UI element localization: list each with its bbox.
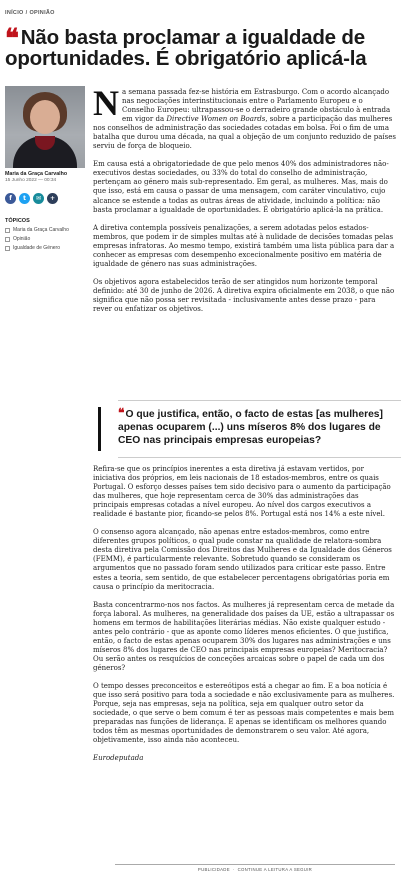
ad-label: PUBLICIDADE bbox=[197, 867, 230, 872]
breadcrumb: INÍCIO / OPINIÃO bbox=[5, 10, 55, 16]
tag-icon bbox=[5, 246, 10, 251]
publish-date: 15 Junho 2022 — 00:34 bbox=[5, 178, 57, 183]
drop-cap: N bbox=[93, 83, 119, 123]
topic-item[interactable]: Maria da Graça Carvalho bbox=[5, 227, 85, 233]
topic-item[interactable]: Igualdade de Género bbox=[5, 245, 85, 251]
share-buttons bbox=[5, 193, 85, 204]
pull-quote-bar bbox=[98, 407, 101, 451]
paragraph: Em causa está a obrigatoriedade de que pelo menos 40% dos administradores não-executivos destas sociedades, ou 33% do total do conselho de administração, pertençam ao género mais sub-representado. Em geral, as mulheres. Mas, mais do que isso, está em causa o passar de uma mensagem, com caráter vinculativo, cujo alcance se estende a todas as outras áreas de atividade, incluindo a política: não basta proclamar a igualdade de oportunidades. É obrigatório aplicá-la na prática. bbox=[93, 160, 389, 214]
tag-icon bbox=[5, 228, 10, 233]
paragraph: A diretiva contempla possíveis penalizações, a serem adotadas pelos estados-membros, que podem ir de simples multas até à nulidade de decisões tomadas pelas empresas infratoras. Ao mesmo tempo, existirá também uma lista pública para dar a conhecer as empresas com desempenho excecionalmente positivo em matéria de igualdade de género nas suas administrações. bbox=[93, 223, 395, 268]
headline-text: Não basta proclamar a igualdade de oportunidades. É obrigatório aplicá-la bbox=[5, 26, 367, 70]
breadcrumb-section[interactable]: OPINIÃO bbox=[29, 10, 55, 16]
paragraph: Os objetivos agora estabelecidos terão de ser atingidos num horizonte temporal definido: até 30 de junho de 2026. A diretiva expira oficialmente em 2038, o que não significa que não possa ser revisitada - inclusivamente antes desse prazo - para rever ou enfatizar os objetivos. bbox=[93, 277, 395, 313]
topic-item[interactable]: Opinião bbox=[5, 236, 85, 242]
paragraph: O tempo desses preconceitos e estereótipos está a chegar ao fim. E a boa notícia é que isso será positivo para toda a sociedade e não exclusivamente para as mulheres. Porque, seja nas empresas, seja na política, seja em qualquer outro setor da sociedade, o que serve o bem comum é ter as pessoas mais competentes e mais bem preparadas nas funções de liderança. E apenas se identificam os melhores quando todos têm as mesmas oportunidades de demonstrarem o seu valor. Até agora, objetivamente, isso ainda não aconteceu. bbox=[93, 681, 395, 745]
topics-heading: TÓPICOS bbox=[5, 218, 30, 224]
paragraph: O consenso agora alcançado, não apenas entre estados-membros, como entre diferentes grupos políticos, o qual pude constar na qualidade de relatora-sombra desta diretiva pela Comissão dos Direitos das Mulheres e da Igualdade dos Géneros (FEMM), é particularmente relevante. Sobretudo quando se consideram os argumentos que no passado foram sendo utilizados para criticar este passo. Entre estes a teoria, sem sentido, de que estabelecer percentagens obrigatórias poria em causa o princípio da meritocracia. bbox=[93, 528, 392, 591]
tag-icon bbox=[5, 237, 10, 242]
email-share-icon[interactable]: ✉ bbox=[33, 193, 44, 204]
quote-icon: ❝ bbox=[5, 24, 19, 54]
article-body-bottom bbox=[93, 465, 396, 772]
article-body-top bbox=[93, 83, 396, 323]
pull-quote bbox=[118, 400, 401, 458]
quote-icon: ❝ bbox=[118, 406, 125, 420]
breadcrumb-home[interactable]: INÍCIO bbox=[5, 10, 24, 16]
ad-separator: PUBLICIDADE · CONTINUE A LEITURA A SEGUIR bbox=[115, 864, 395, 872]
paragraph: Na semana passada fez-se história em Estrasburgo. Com o acordo alcançado nas negociações interinstitucionais entre o Parlamento Europeu e o Conselho Europeu: ultrapassou-se o derradeiro grande obstáculo à entrada em vigor da Directive Women on Boards, sobre a participação das mulheres nos conselhos de administração das sociedades cotadas em bolsa. Foi o fim de uma batalha que durou uma década, na qual a objeção de um conjunto reduzido de países serviu de força de bloqueio. bbox=[93, 83, 396, 151]
more-share-icon[interactable]: + bbox=[47, 193, 58, 204]
facebook-share-icon[interactable]: f bbox=[5, 193, 16, 204]
paragraph: Basta concentrarmo-nos nos factos. As mulheres já representam cerca de metade da força laboral. As mulheres, na generalidade dos países da UE, estão a ultrapassar os homens em termos de habilitações literárias médias. Não existe qualquer estudo - antes pelo contrário - que as aponte como líderes menos eficientes. O que justifica, então, o facto de estas apenas ocuparem 30% dos lugares nas administrações e uns míseros 8% dos lugares de CEO nas principais empresas europeias? Meritocracia? Ou serão antes os resquícios de conceções arcaicas sobre o papel de cada um dos géneros? bbox=[93, 600, 395, 672]
continue-reading: CONTINUE A LEITURA A SEGUIR bbox=[237, 867, 313, 872]
author-signature: Eurodeputada bbox=[93, 754, 144, 763]
twitter-share-icon[interactable]: t bbox=[19, 193, 30, 204]
paragraph: Refira-se que os princípios inerentes a esta diretiva já estavam vertidos, por iniciativa dos próprios, em leis nacionais de 18 estados-membros, entre os quais Portugal. O esforço desses países tem sido decisivo para o aumento da participação das mulheres, que hoje representam cerca de 30% das administrações das principais empresas cotadas a nível europeu. Ao nível dos cargos executivos a realidade é bastante pior, ficando-se pelos 8%. Portugal está nos 14% a este nível. bbox=[93, 465, 391, 519]
article-headline bbox=[5, 24, 400, 70]
author-name[interactable]: Maria da Graça Carvalho bbox=[5, 171, 68, 177]
author-photo bbox=[5, 86, 85, 168]
pull-quote-text: O que justifica, então, o facto de estas [as mulheres] apenas ocuparem (...) uns míseros 8% dos lugares de CEO nas principais empresas europeias? bbox=[118, 409, 383, 446]
author-sidebar bbox=[5, 86, 85, 251]
